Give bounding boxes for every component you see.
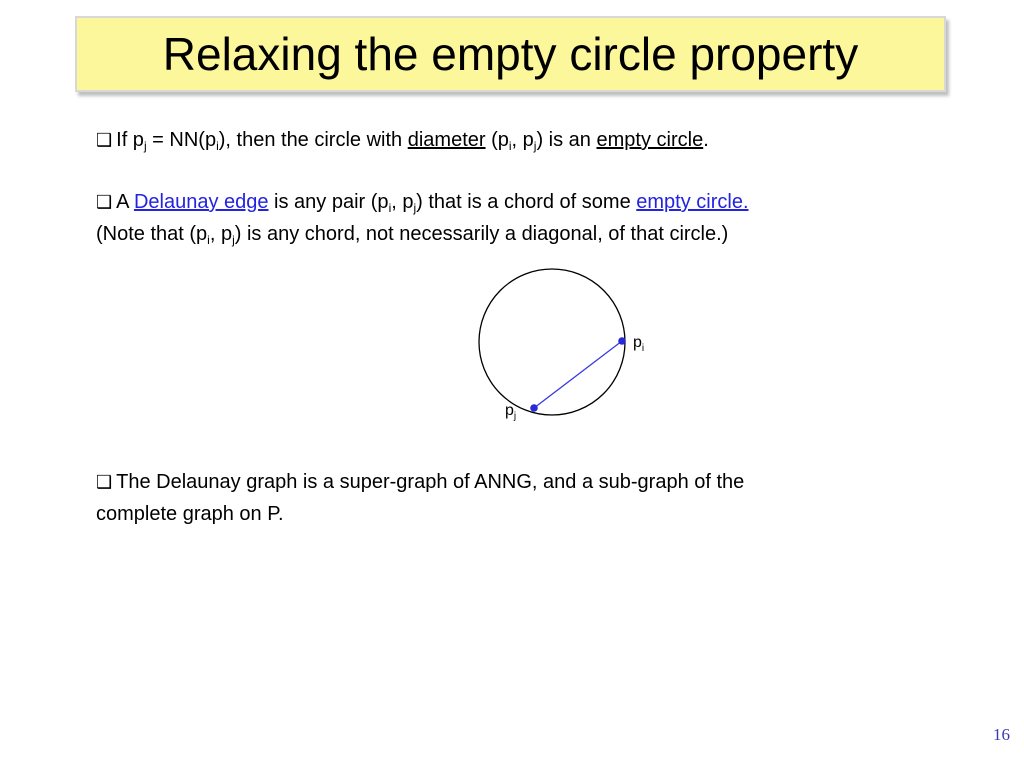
- checkbox-bullet-icon: ❑: [96, 130, 113, 150]
- bullet-nn-diameter: ❑ If $p_j = NN(p_i)$, then the circle with diameter ($p_i$, $p_j$) is an empty circle.: [96, 129, 709, 153]
- label-pj: $p_j$: [505, 402, 517, 422]
- bullet-line-1: ❑ The Delaunay graph is a super-graph of ANNG, and a sub-graph of the: [96, 471, 745, 493]
- empty-circle: [479, 269, 625, 415]
- chord-pi-pj: [534, 341, 622, 408]
- point-pj: [530, 404, 538, 412]
- bullet-line-1: ❑ A Delaunay edge is any pair ($p_i$, $p_j$) that is a chord of some empty circle.: [96, 191, 749, 215]
- bullet-delaunay-edge: [96, 186, 749, 250]
- checkbox-bullet-icon: ❑: [96, 192, 113, 212]
- slide-number: 16: [993, 725, 1010, 744]
- checkbox-bullet-icon: ❑: [96, 472, 113, 492]
- empty-circle-diagram: [460, 262, 700, 442]
- term-diameter: diameter: [407, 129, 486, 151]
- term-empty-circle: empty circle: [596, 129, 704, 151]
- bullet-line-2: (Note that ($p_i$, $p_j$) is any chord, not necessarily a diagonal, of that circle.): [96, 223, 729, 247]
- empty-circle-link[interactable]: empty circle.: [636, 191, 749, 213]
- title-banner: [75, 16, 946, 92]
- bullet-line-2: complete graph on P.: [96, 503, 284, 525]
- label-pi: $p_i$: [633, 334, 645, 354]
- bullet-delaunay-graph: [96, 466, 744, 530]
- delaunay-edge-link[interactable]: Delaunay edge: [133, 191, 269, 213]
- point-pi: [618, 337, 626, 345]
- slide-title: Relaxing the empty circle property: [162, 28, 859, 80]
